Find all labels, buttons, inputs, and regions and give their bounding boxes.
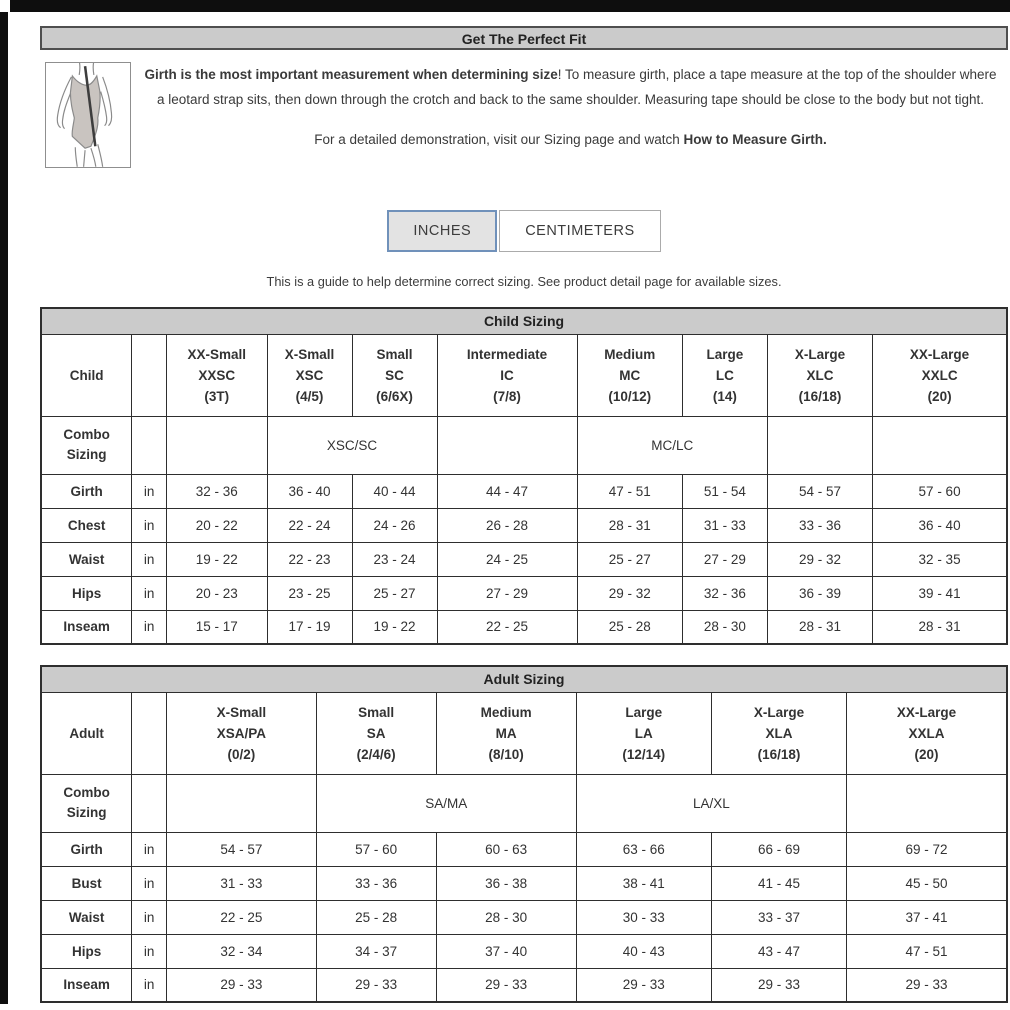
leotard-girth-diagram-icon <box>46 63 130 167</box>
column-header: XX-Large XXLC (20) <box>873 334 1007 416</box>
table-row <box>41 542 1007 576</box>
value-cell: 45 - 50 <box>847 866 1007 900</box>
combo-unit-cell <box>132 416 167 474</box>
row-label: Inseam <box>41 968 132 1002</box>
value-cell: 60 - 63 <box>436 832 576 866</box>
row-label: Hips <box>41 576 132 610</box>
guide-note: This is a guide to help determine correct sizing. See product detail page for available sizes. <box>266 274 782 289</box>
value-cell: 28 - 30 <box>682 610 767 644</box>
value-cell: 40 - 44 <box>352 474 437 508</box>
table-row <box>41 900 1007 934</box>
row-label: Girth <box>41 832 132 866</box>
girth-intro-bold: Girth is the most important measurement when determining size <box>144 67 558 82</box>
leotard-shape <box>70 76 100 148</box>
value-cell: 51 - 54 <box>682 474 767 508</box>
unit-cell: in <box>132 866 167 900</box>
value-cell: 29 - 33 <box>167 968 317 1002</box>
combo-cell: MC/LC <box>577 416 767 474</box>
combo-cell: SA/MA <box>316 774 576 832</box>
unit-cell: in <box>132 832 167 866</box>
window-frame-top <box>10 0 1010 12</box>
leotard-figure <box>45 62 131 168</box>
table-group-label: Child <box>41 334 132 416</box>
table-row <box>41 934 1007 968</box>
demo-paragraph <box>139 127 1002 152</box>
value-cell: 37 - 40 <box>436 934 576 968</box>
value-cell: 54 - 57 <box>167 832 317 866</box>
unit-cell: in <box>132 934 167 968</box>
value-cell: 36 - 39 <box>767 576 872 610</box>
unit-cell: in <box>132 542 167 576</box>
unit-cell: in <box>132 968 167 1002</box>
value-cell: 34 - 37 <box>316 934 436 968</box>
value-cell: 25 - 27 <box>577 542 682 576</box>
value-cell: 28 - 30 <box>436 900 576 934</box>
value-cell: 24 - 26 <box>352 508 437 542</box>
value-cell: 69 - 72 <box>847 832 1007 866</box>
value-cell: 23 - 25 <box>267 576 352 610</box>
value-cell: 24 - 25 <box>437 542 577 576</box>
adult-sizing-table <box>40 665 1008 1003</box>
value-cell: 44 - 47 <box>437 474 577 508</box>
column-header: XX-Large XXLA (20) <box>847 692 1007 774</box>
table-row <box>41 508 1007 542</box>
combo-cell <box>167 416 267 474</box>
value-cell: 39 - 41 <box>873 576 1007 610</box>
value-cell: 29 - 32 <box>577 576 682 610</box>
girth-intro-rest: ! To measure girth, place a tape measure at the top of the shoulder where a leotard strap sits, then down through the crotch and back to the same shoulder. Measuring tape should be close to the body but not tight. <box>156 67 997 107</box>
value-cell: 57 - 60 <box>873 474 1007 508</box>
column-header: X-Small XSC (4/5) <box>267 334 352 416</box>
girth-intro-paragraph <box>139 62 1002 112</box>
demo-text: For a detailed demonstration, visit our Sizing page and watch <box>314 132 684 147</box>
column-header: X-Large XLC (16/18) <box>767 334 872 416</box>
table-row <box>41 968 1007 1002</box>
row-label: Inseam <box>41 610 132 644</box>
value-cell: 40 - 43 <box>576 934 711 968</box>
value-cell: 66 - 69 <box>711 832 846 866</box>
centimeters-button[interactable]: CENTIMETERS <box>499 210 660 252</box>
value-cell: 29 - 33 <box>576 968 711 1002</box>
combo-cell <box>767 416 872 474</box>
value-cell: 29 - 33 <box>316 968 436 1002</box>
row-label: Waist <box>41 900 132 934</box>
value-cell: 19 - 22 <box>167 542 267 576</box>
value-cell: 26 - 28 <box>437 508 577 542</box>
value-cell: 57 - 60 <box>316 832 436 866</box>
value-cell: 22 - 24 <box>267 508 352 542</box>
value-cell: 29 - 33 <box>436 968 576 1002</box>
value-cell: 30 - 33 <box>576 900 711 934</box>
value-cell: 20 - 22 <box>167 508 267 542</box>
table-row <box>41 474 1007 508</box>
value-cell: 25 - 27 <box>352 576 437 610</box>
unit-header-cell <box>132 692 167 774</box>
column-header: Intermediate IC (7/8) <box>437 334 577 416</box>
value-cell: 32 - 36 <box>682 576 767 610</box>
value-cell: 19 - 22 <box>352 610 437 644</box>
value-cell: 27 - 29 <box>682 542 767 576</box>
value-cell: 47 - 51 <box>847 934 1007 968</box>
column-header: Medium MA (8/10) <box>436 692 576 774</box>
sizing-page <box>40 26 1008 1003</box>
value-cell: 25 - 28 <box>316 900 436 934</box>
unit-cell: in <box>132 610 167 644</box>
value-cell: 17 - 19 <box>267 610 352 644</box>
table-row <box>41 576 1007 610</box>
unit-cell: in <box>132 474 167 508</box>
table-row <box>41 832 1007 866</box>
column-header: X-Small XSA/PA (0/2) <box>167 692 317 774</box>
value-cell: 29 - 33 <box>847 968 1007 1002</box>
combo-cell <box>437 416 577 474</box>
column-header: Small SA (2/4/6) <box>316 692 436 774</box>
row-label: Girth <box>41 474 132 508</box>
value-cell: 33 - 36 <box>316 866 436 900</box>
value-cell: 54 - 57 <box>767 474 872 508</box>
combo-sizing-label: Combo Sizing <box>41 774 132 832</box>
value-cell: 28 - 31 <box>577 508 682 542</box>
value-cell: 37 - 41 <box>847 900 1007 934</box>
value-cell: 22 - 23 <box>267 542 352 576</box>
value-cell: 43 - 47 <box>711 934 846 968</box>
column-header: XX-Small XXSC (3T) <box>167 334 267 416</box>
value-cell: 22 - 25 <box>167 900 317 934</box>
value-cell: 63 - 66 <box>576 832 711 866</box>
combo-cell: LA/XL <box>576 774 846 832</box>
column-header: X-Large XLA (16/18) <box>711 692 846 774</box>
value-cell: 36 - 40 <box>267 474 352 508</box>
table-row <box>41 866 1007 900</box>
table-title: Child Sizing <box>41 308 1007 334</box>
row-label: Bust <box>41 866 132 900</box>
value-cell: 25 - 28 <box>577 610 682 644</box>
combo-sizing-label: Combo Sizing <box>41 416 132 474</box>
value-cell: 20 - 23 <box>167 576 267 610</box>
combo-cell <box>167 774 317 832</box>
value-cell: 22 - 25 <box>437 610 577 644</box>
value-cell: 32 - 35 <box>873 542 1007 576</box>
value-cell: 28 - 31 <box>767 610 872 644</box>
combo-cell <box>847 774 1007 832</box>
row-label: Chest <box>41 508 132 542</box>
page-title: Get The Perfect Fit <box>40 26 1008 50</box>
value-cell: 33 - 37 <box>711 900 846 934</box>
value-cell: 47 - 51 <box>577 474 682 508</box>
inches-button[interactable]: INCHES <box>387 210 497 252</box>
value-cell: 15 - 17 <box>167 610 267 644</box>
value-cell: 29 - 32 <box>767 542 872 576</box>
unit-header-cell <box>132 334 167 416</box>
child-sizing-table <box>40 307 1008 645</box>
table-title: Adult Sizing <box>41 666 1007 692</box>
value-cell: 41 - 45 <box>711 866 846 900</box>
table-group-label: Adult <box>41 692 132 774</box>
unit-cell: in <box>132 508 167 542</box>
table-row <box>41 610 1007 644</box>
value-cell: 36 - 40 <box>873 508 1007 542</box>
row-label: Waist <box>41 542 132 576</box>
value-cell: 27 - 29 <box>437 576 577 610</box>
combo-cell <box>873 416 1007 474</box>
value-cell: 38 - 41 <box>576 866 711 900</box>
combo-cell: XSC/SC <box>267 416 437 474</box>
value-cell: 32 - 36 <box>167 474 267 508</box>
value-cell: 33 - 36 <box>767 508 872 542</box>
combo-unit-cell <box>132 774 167 832</box>
column-header: Large LA (12/14) <box>576 692 711 774</box>
unit-cell: in <box>132 576 167 610</box>
value-cell: 32 - 34 <box>167 934 317 968</box>
value-cell: 23 - 24 <box>352 542 437 576</box>
value-cell: 36 - 38 <box>436 866 576 900</box>
row-label: Hips <box>41 934 132 968</box>
demo-bold: How to Measure Girth. <box>683 132 827 147</box>
unit-cell: in <box>132 900 167 934</box>
column-header: Medium MC (10/12) <box>577 334 682 416</box>
value-cell: 31 - 33 <box>682 508 767 542</box>
value-cell: 31 - 33 <box>167 866 317 900</box>
column-header: Small SC (6/6X) <box>352 334 437 416</box>
value-cell: 29 - 33 <box>711 968 846 1002</box>
value-cell: 28 - 31 <box>873 610 1007 644</box>
column-header: Large LC (14) <box>682 334 767 416</box>
girth-intro-section <box>40 62 1008 168</box>
unit-toggle <box>40 210 1008 252</box>
window-frame-left <box>0 12 8 1004</box>
girth-intro-text <box>131 62 1008 152</box>
